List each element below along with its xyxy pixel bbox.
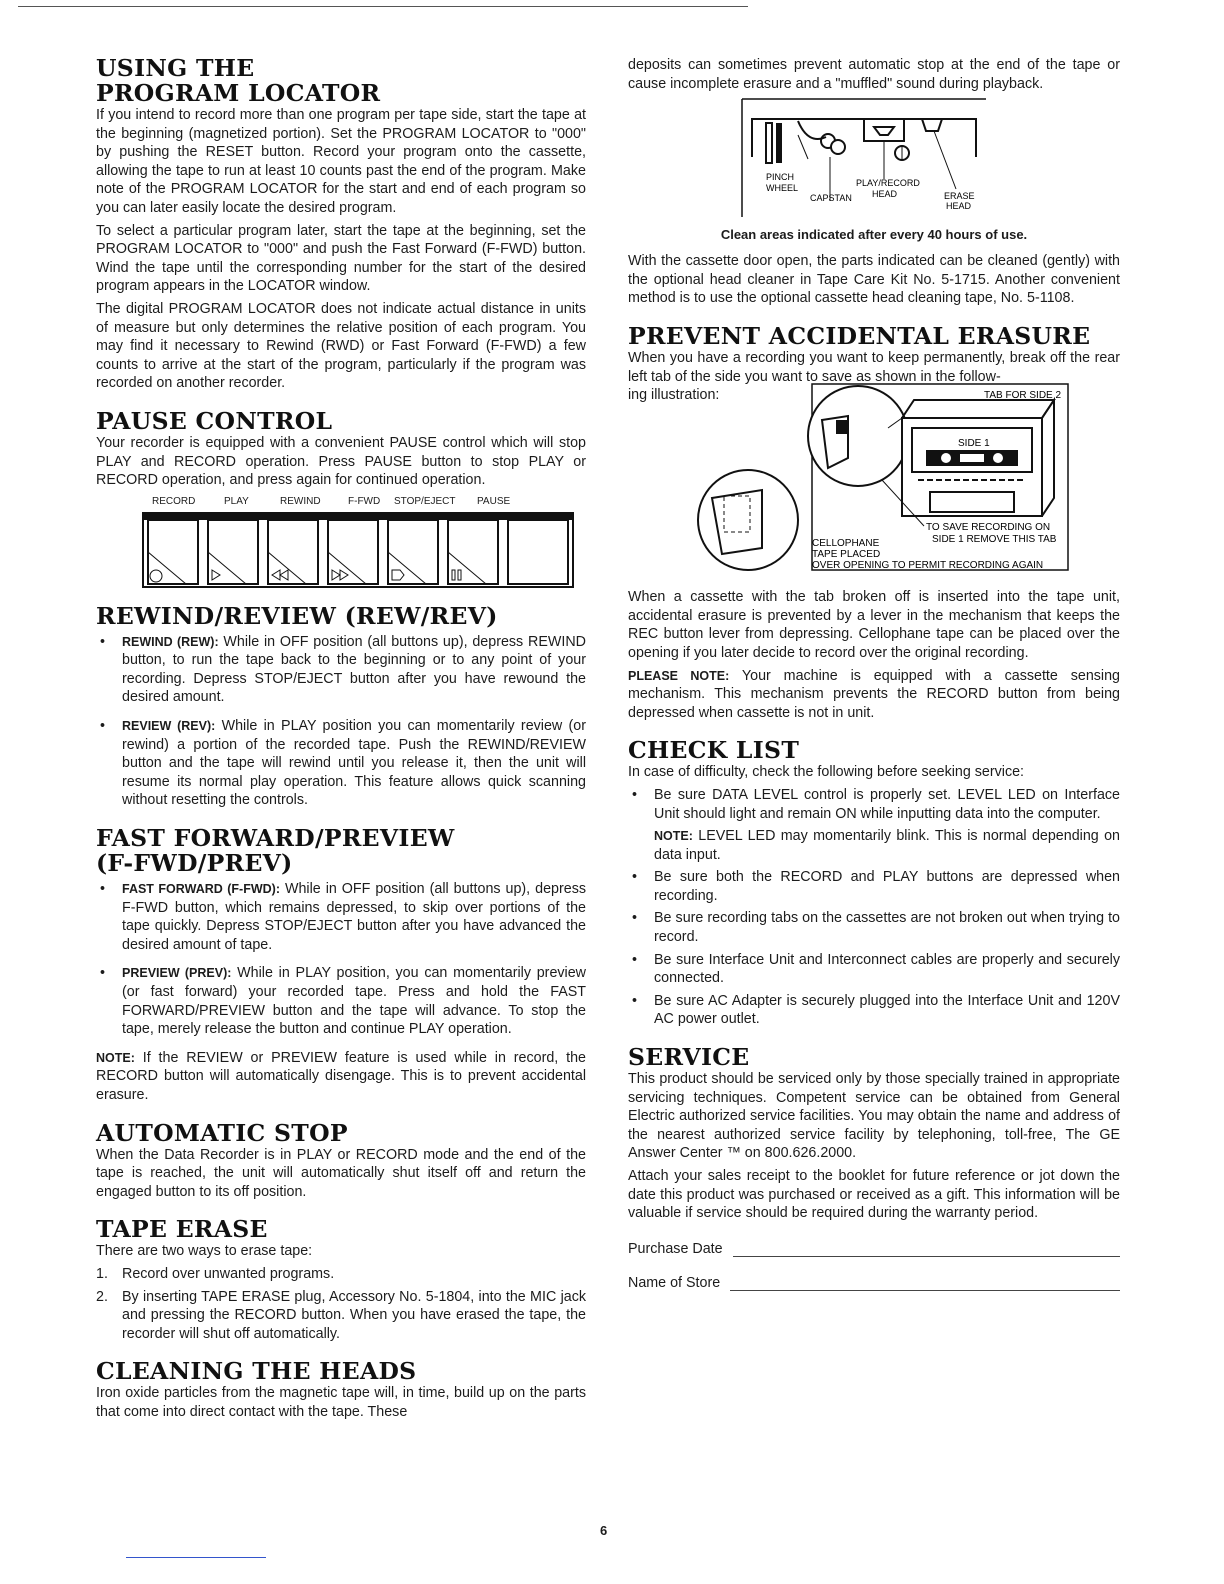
stop-eject-button-drawing <box>388 520 438 584</box>
paragraph: The digital PROGRAM LOCATOR does not indicate actual distance in units of measure but only determines the relative position of each program. You may find it necessary to Rewind (RWD) or Fast Forward (F-FWD) a few counts to arrive at the start of the program, particularly if the program was recorded on another recorder. <box>96 300 586 392</box>
button-labels <box>96 494 586 512</box>
erasure-diagram-area <box>628 386 1120 582</box>
list-item: • Be sure both the RECORD and PLAY buttons are depressed when recording. <box>628 868 1120 905</box>
paragraph: With the cassette door open, the parts indicated can be cleaned (gently) with the optional head cleaner in Tape Care Kit No. 5-1715. Another convenient method is to use the optional cassette head cleaning tape, No. 5-1108. <box>628 253 1120 307</box>
label-rewind: REWIND <box>280 495 321 507</box>
section-tape-erase <box>96 1217 586 1343</box>
list-item: • Be sure DATA LEVEL control is properly set. LEVEL LED on Interface Unit should light and remain ON while inputting data into the computer. NOTE: LEVEL LED may momentarily blink. This is normal depending on data input. <box>628 786 1120 864</box>
store-name-field[interactable]: Name of Store <box>628 1275 1120 1291</box>
label-side-1: SIDE 1 <box>958 438 990 450</box>
heading-prevent-erasure: PREVENT ACCIDENTAL ERASURE <box>628 321 1091 350</box>
label-head: HEAD <box>872 189 898 200</box>
section-rewind-review <box>96 601 586 810</box>
list-item: • PREVIEW (PREV): While in PLAY position, you can momentarily preview (or fast forward) your recorded tape. Press and hold the FAST FORWARD/PREVIEW button and the tape will advance. To stop the tape, merely release the button and continue PLAY operation. <box>96 964 586 1038</box>
label-erase-head: HEAD <box>946 201 972 212</box>
erase-head-drawing <box>922 119 942 131</box>
section-check-list <box>628 738 1120 1029</box>
f-fwd-button-drawing <box>328 520 378 584</box>
heading-check-list: CHECK LIST <box>628 736 800 765</box>
heading-service: SERVICE <box>628 1043 750 1072</box>
list-item: 1. Record over unwanted programs. <box>96 1265 335 1282</box>
paragraph-continued: ing illustration: <box>628 387 720 404</box>
paragraph: This product should be serviced only by those specially trained in appropriate servicing techniques. Competent service can be obtained from General Electric authorized service facilities. You may obtain the name and address of the nearest authorized service facility by telephoning, toll-free, The GE Answer Center ™ on 800.626.2000. <box>628 1071 1120 1162</box>
pinch-wheel-drawing <box>766 123 772 163</box>
head-diagram-caption: Clean areas indicated after every 40 hours of use. <box>720 227 1028 243</box>
section-service <box>628 1045 1120 1291</box>
label-save-2: SIDE 1 REMOVE THIS TAB <box>932 534 1057 546</box>
paragraph: Attach your sales receipt to the booklet for future reference or jot down the date this product was purchased or received as a gift. This information will be valuable if service should be required during the warranty period. <box>628 1168 1120 1222</box>
label-pinch: PINCH <box>766 172 795 183</box>
note-paragraph: PLEASE NOTE: Your machine is equipped with a cassette sensing mechanism. This mechanism prevents the RECORD button from being depressed when cassette is not in unit. <box>628 667 1120 721</box>
paragraph: There are two ways to erase tape: <box>96 1243 313 1260</box>
list-item: • Be sure recording tabs on the cassettes are not broken out when trying to record. <box>628 909 1120 946</box>
section-fast-forward-preview <box>96 826 586 1105</box>
record-button-drawing <box>148 520 198 584</box>
paragraph: Iron oxide particles from the magnetic tape will, in time, build up on the parts that come into direct contact with the tape. These <box>96 1385 586 1420</box>
tape-head-diagram <box>738 97 988 223</box>
cassette-drawing <box>902 418 1042 516</box>
label-cellophane: CELLOPHANE <box>812 538 880 550</box>
top-rule <box>18 6 748 7</box>
paragraph: When a cassette with the tab broken off is inserted into the tape unit, accidental erasure is prevented by a lever in the mechanism that keeps the REC button lever from depressing. Cellophane tape can be placed over the opening if you later decide to record over the original recording. <box>628 589 1120 661</box>
pause-button-drawing <box>448 520 498 584</box>
label-record: RECORD <box>152 495 196 507</box>
heading-f-fwd-prev: (F-FWD/PREV) <box>96 849 293 878</box>
label-tape-placed: TAPE PLACED <box>812 549 881 561</box>
section-cleaning-heads <box>96 1359 586 1421</box>
list-item: • Be sure AC Adapter is securely plugged into the Interface Unit and 120V AC power outlet. <box>628 992 1120 1029</box>
paragraph: deposits can sometimes prevent automatic stop at the end of the tape or cause incomplete erasure and a "muffled" sound during playback. <box>628 57 1120 92</box>
list-item: • REWIND (REW): While in OFF position (all buttons up), depress REWIND button, to run the tape back to the beginning or to any point of your recording. Depress STOP/EJECT button after you have rewound the desired amount. <box>96 633 586 707</box>
heading-cleaning-heads: CLEANING THE HEADS <box>96 1357 417 1386</box>
heading-automatic-stop: AUTOMATIC STOP <box>96 1118 348 1147</box>
paragraph: When you have a recording you want to keep permanently, break off the rear left tab of the side you want to save as shown in the follow- <box>628 349 1120 385</box>
note-paragraph: NOTE: If the REVIEW or PREVIEW feature is used while in record, the RECORD button will automatically disengage. This is to prevent accidental erasure. <box>96 1049 586 1103</box>
section-prevent-erasure <box>628 321 1120 722</box>
heading-tape-erase: TAPE ERASE <box>96 1215 268 1244</box>
play-button-drawing <box>208 520 258 584</box>
button-panel-diagram <box>142 512 574 588</box>
play-record-head-drawing <box>864 119 904 141</box>
label-erase: ERASE <box>944 191 975 202</box>
heading-rewind-review: REWIND/REVIEW (REW/REV) <box>96 601 498 630</box>
label-save-1: TO SAVE RECORDING ON <box>926 522 1051 534</box>
zoom-circle-cellophane <box>698 470 798 570</box>
list-item: • FAST FORWARD (F-FWD): While in OFF position (all buttons up), depress F-FWD button, which remains depressed, to skip over portions of the tape quickly. Depress STOP/EJECT button after you have advanced the desired amount of tape. <box>96 880 586 954</box>
page-number: 6 <box>600 1523 608 1538</box>
label-capstan: CAPSTAN <box>810 193 852 204</box>
label-f-fwd: F-FWD <box>348 495 381 507</box>
paragraph: When the Data Recorder is in PLAY or RECORD mode and the end of the tape is reached, the unit will automatically shut itself off and return the engaged button to its off position. <box>96 1146 586 1200</box>
paragraph: If you intend to record more than one program per tape side, start the tape at the beginning (magnetized portion). Set the PROGRAM LOCATOR to "000" by pushing the RESET button. Record your program onto the cassette, allowing the tape to run at least 10 counts past the end of the program. Make note of the PROGRAM LOCATOR for the start and end of each program so you can later easily locate the desired program. <box>96 107 586 216</box>
section-pause-control <box>96 406 586 588</box>
label-tab-side-2: TAB FOR SIDE 2 <box>984 390 1062 402</box>
rewind-button-drawing <box>268 520 318 584</box>
label-pause: PAUSE <box>477 495 511 507</box>
label-wheel: WHEEL <box>766 183 799 194</box>
heading-pause-control: PAUSE CONTROL <box>96 406 333 435</box>
list-item: • Be sure Interface Unit and Interconnect cables are properly and securely connected. <box>628 951 1120 988</box>
label-over-opening: OVER OPENING TO PERMIT RECORDING AGAIN <box>812 560 1044 572</box>
label-stop-eject: STOP/EJECT <box>394 495 456 507</box>
paragraph: To select a particular program later, start the tape at the beginning, set the PROGRAM LOCATOR to "000" and push the Fast Forward (F-FWD) button. Wind the tape until the corresponding number for the start of the desired program appears in the LOCATOR window. <box>96 222 586 295</box>
label-play: PLAY <box>224 495 249 507</box>
left-column <box>96 56 586 1438</box>
paragraph: Your recorder is equipped with a convenient PAUSE control which will stop PLAY and RECORD operation. Press PAUSE button to stop PLAY or RECORD operation, and press again for continued operation. <box>96 434 586 489</box>
cassette-tab-diagram <box>662 380 1072 576</box>
section-automatic-stop <box>96 1118 586 1202</box>
list-item: • REVIEW (REV): While in PLAY position you can momentarily review (or rewind) a portion of the recorded tape. Push the REWIND/REVIEW button and the tape will rewind until you release it, then the unit will resume its normal play operation. This feature allows quick scanning without resetting the controls. <box>96 717 586 810</box>
heading-using-the: USING THE <box>96 54 255 82</box>
paragraph: In case of difficulty, check the following before seeking service: <box>628 764 1025 781</box>
right-column <box>628 56 1120 1307</box>
purchase-date-field[interactable]: Purchase Date <box>628 1241 1120 1257</box>
label-play-record: PLAY/RECORD <box>856 178 920 189</box>
section-program-locator <box>96 56 586 393</box>
bottom-rule <box>126 1557 266 1558</box>
list-item: 2. By inserting TAPE ERASE plug, Accessory No. 5-1804, into the MIC jack and pressing the RECORD button. When you have erased the tape, the recorder will shut off automatically. <box>96 1288 586 1342</box>
heading-program-locator: PROGRAM LOCATOR <box>96 79 381 107</box>
heading-fast-forward-preview: FAST FORWARD/PREVIEW <box>96 824 455 853</box>
